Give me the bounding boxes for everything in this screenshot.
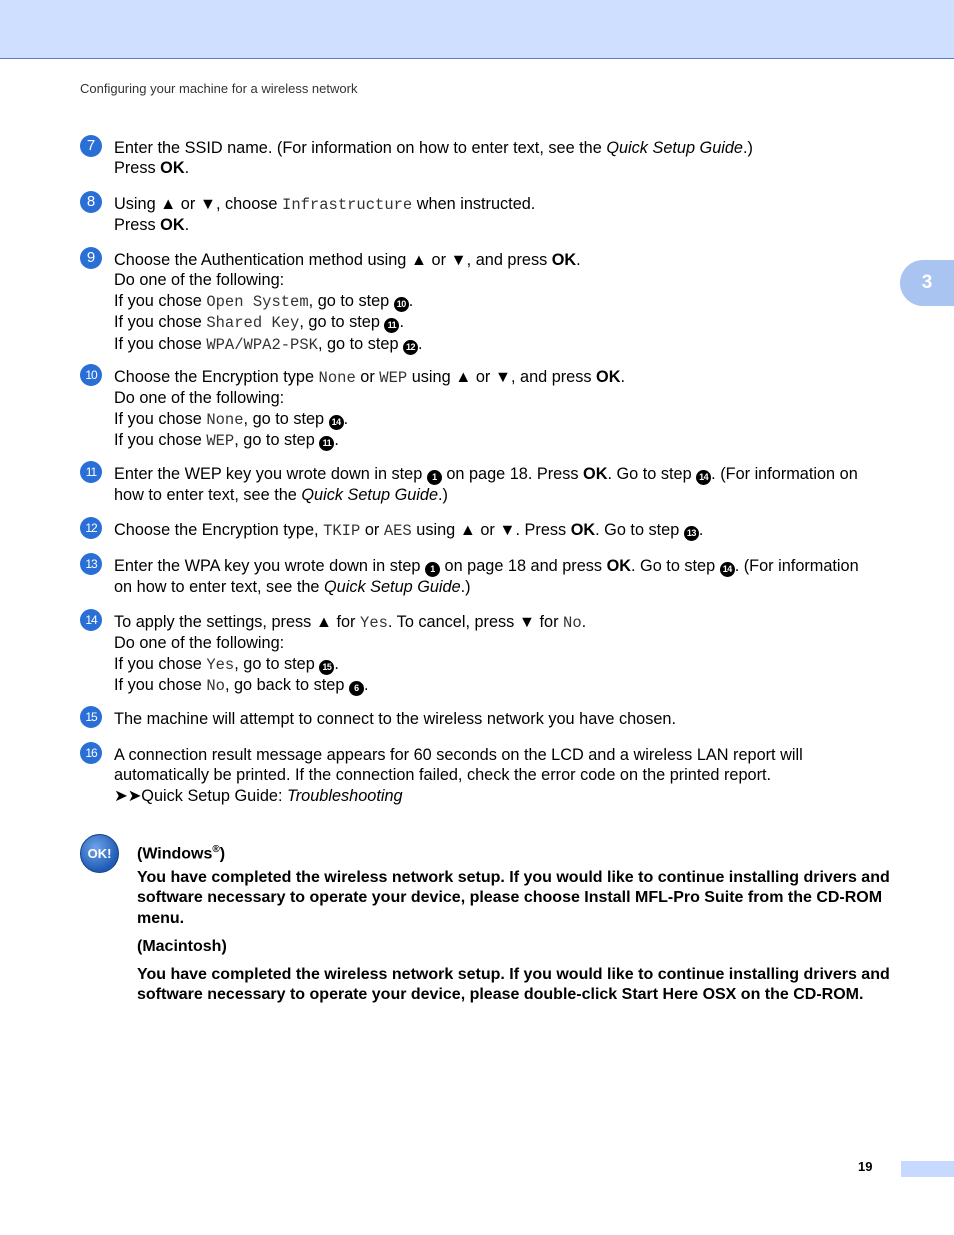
macintosh-completion-text: You have completed the wireless network setup. If you would like to continue installing drivers and software necessary to operate your device, please double-click Start Here OSX on the CD-ROM.	[137, 966, 890, 1004]
up-arrow-icon: ▲	[410, 251, 428, 269]
step-line: Press OK.	[114, 216, 190, 235]
windows-heading: (Windows®)	[137, 844, 226, 863]
step-line: Enter the WEP key you wrote down in step 1 on page 18. Press OK. Go to step 14 . (For information on	[114, 465, 858, 483]
step-reference: 11	[319, 436, 334, 451]
step-line: Using ▲ or ▼, choose Infrastructure when instructed.	[114, 195, 536, 214]
step-16	[80, 745, 895, 806]
step-line: on how to enter text, see the Quick Setup Guide.)	[114, 578, 471, 596]
step-number: 11	[80, 461, 102, 483]
step-line: If you chose Yes, go to step 15 .	[114, 654, 339, 674]
windows-completion-text: You have completed the wireless network setup. If you would like to continue installing drivers and software necessary to operate your device, please choose Install MFL-Pro Suite from the CD-ROM menu.	[137, 869, 890, 927]
step-11	[80, 464, 895, 505]
step-body	[114, 745, 895, 806]
step-body	[114, 709, 895, 729]
step-line: automatically be printed. If the connection failed, check the error code on the printed report.	[114, 766, 772, 785]
step-reference: 14	[696, 470, 711, 485]
step-line: If you chose Shared Key, go to step 11 .	[114, 313, 404, 333]
step-number: 15	[80, 706, 102, 728]
down-arrow-icon: ▼	[450, 251, 467, 269]
step-line: The machine will attempt to connect to the wireless network you have chosen.	[114, 710, 676, 728]
step-line: Enter the WPA key you wrote down in step 1 on page 18 and press OK. Go to step 14 . (For information	[114, 557, 859, 575]
step-number: 10	[80, 364, 102, 386]
step-number: 14	[80, 609, 102, 631]
step-number: 13	[80, 553, 102, 575]
step-body	[114, 520, 895, 541]
step-8	[80, 194, 895, 236]
chapter-tab: 3	[900, 260, 954, 306]
step-reference: 13	[684, 526, 699, 541]
step-line: ➤➤Quick Setup Guide: Troubleshooting	[114, 786, 403, 805]
step-reference: 11	[384, 318, 399, 333]
down-arrow-icon: ▼	[494, 368, 511, 386]
step-15	[80, 709, 895, 729]
step-line: Choose the Authentication method using ▲ or ▼, and press OK.	[114, 251, 581, 269]
step-line: Do one of the following:	[114, 389, 285, 408]
step-reference: 10	[394, 297, 409, 312]
step-number: 9	[80, 247, 102, 269]
up-arrow-icon: ▲	[160, 195, 177, 213]
step-line: Press OK.	[114, 159, 190, 178]
step-body	[114, 250, 895, 355]
step-line: If you chose None, go to step 14 .	[114, 409, 349, 429]
step-body	[114, 138, 895, 179]
step-line: To apply the settings, press ▲ for Yes. To cancel, press ▼ for No.	[114, 613, 587, 632]
step-reference: 6	[349, 681, 364, 696]
step-number: 12	[80, 517, 102, 539]
step-reference: 1	[427, 470, 442, 485]
step-number: 7	[80, 135, 102, 157]
step-14	[80, 612, 895, 697]
step-body	[114, 612, 895, 697]
footer-band	[901, 1161, 954, 1177]
step-reference: 15	[319, 660, 334, 675]
step-12	[80, 520, 895, 541]
step-13	[80, 556, 895, 597]
step-reference: 1	[425, 562, 440, 577]
step-7	[80, 138, 895, 179]
step-line: If you chose WEP, go to step 11 .	[114, 431, 339, 451]
step-body	[114, 194, 895, 236]
step-body	[114, 464, 895, 505]
step-line: Choose the Encryption type None or WEP using ▲ or ▼, and press OK.	[114, 368, 625, 387]
step-body	[114, 367, 895, 452]
step-line: Do one of the following:	[114, 634, 285, 653]
step-number: 8	[80, 191, 102, 213]
step-line: A connection result message appears for 60 seconds on the LCD and a wireless LAN report will	[114, 746, 803, 764]
step-reference: 14	[329, 415, 344, 430]
step-number: 16	[80, 742, 102, 764]
step-line: If you chose WPA/WPA2-PSK, go to step 12 .	[114, 334, 423, 354]
step-reference: 14	[720, 562, 735, 577]
step-10	[80, 367, 895, 452]
down-arrow-icon: ▼	[199, 195, 216, 213]
step-line: Do one of the following:	[114, 271, 285, 290]
macintosh-heading: (Macintosh)	[137, 938, 227, 955]
step-line: If you chose Open System, go to step 10 .	[114, 291, 414, 311]
step-line: Choose the Encryption type, TKIP or AES using ▲ or ▼. Press OK. Go to step 13 .	[114, 521, 704, 540]
ok-badge-icon: OK!	[80, 834, 119, 873]
step-reference: 12	[403, 340, 418, 355]
double-arrow-icon: ➤➤	[114, 786, 142, 805]
page-number: 19	[858, 1159, 873, 1174]
down-arrow-icon: ▼	[518, 613, 535, 631]
step-body	[114, 556, 895, 597]
step-9	[80, 250, 895, 355]
step-line: If you chose No, go back to step 6 .	[114, 676, 369, 696]
up-arrow-icon: ▲	[455, 368, 472, 386]
running-header: Configuring your machine for a wireless network	[80, 81, 358, 96]
up-arrow-icon: ▲	[459, 521, 476, 539]
down-arrow-icon: ▼	[499, 521, 516, 539]
top-header-band	[0, 0, 954, 59]
up-arrow-icon: ▲	[315, 613, 332, 631]
step-line: how to enter text, see the Quick Setup Guide.)	[114, 486, 448, 504]
step-line: Enter the SSID name. (For information on how to enter text, see the Quick Setup Guide.)	[114, 139, 753, 157]
